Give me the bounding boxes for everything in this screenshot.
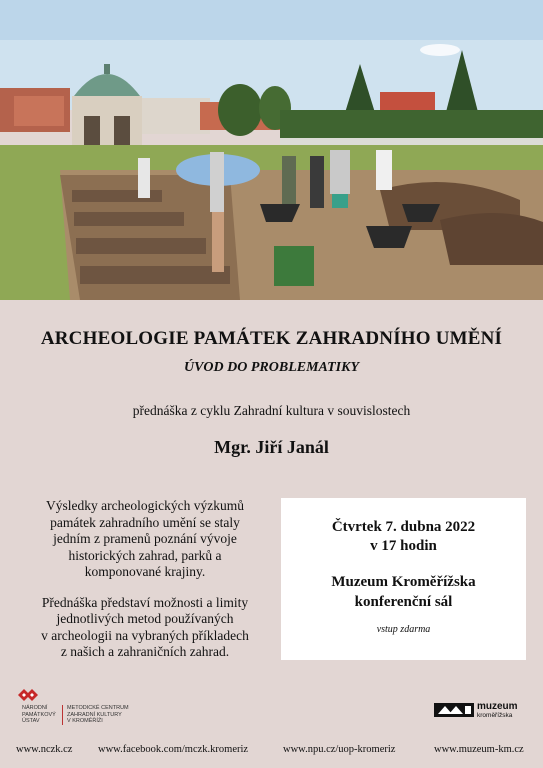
npu-emblem-icon	[16, 687, 40, 703]
speaker-name: Mgr. Jiří Janál	[214, 437, 329, 457]
npu-center-line: ZAHRADNÍ KULTURY	[67, 711, 122, 718]
museum-word: muzeum	[477, 701, 518, 712]
footer-links	[0, 744, 543, 758]
footer-link-museum[interactable]: www.muzeum-km.cz	[434, 744, 524, 755]
event-info-box	[281, 498, 526, 660]
admission-note: vstup zdarma	[376, 624, 431, 635]
footer-link-nczk[interactable]: www.nczk.cz	[16, 744, 73, 755]
venue-name: Muzeum Kroměřížska	[331, 574, 476, 590]
lecture-subtitle: ÚVOD DO PROBLEMATIKY	[183, 360, 360, 375]
lecture-title: ARCHEOLOGIE PAMÁTEK ZAHRADNÍHO UMĚNÍ	[40, 328, 503, 349]
npu-line: PAMÁTKOVÝ	[22, 711, 56, 718]
event-date: Čtvrtek 7. dubna 2022	[331, 519, 476, 535]
footer-link-npu[interactable]: www.npu.cz/uop-kromeriz	[283, 744, 396, 755]
lecture-series: přednáška z cyklu Zahradní kultura v souvislostech	[132, 403, 411, 418]
event-venue	[281, 572, 526, 612]
npu-line: ÚSTAV	[22, 718, 40, 724]
description-line: komponované krajiny.	[84, 564, 206, 579]
excavation-photo	[0, 0, 543, 300]
museum-logo	[434, 703, 534, 723]
description-line: jedním z pramenů poznání vývoje	[53, 531, 237, 546]
npu-center-line: METODICKÉ CENTRUM	[67, 705, 129, 711]
npu-logo	[16, 687, 136, 727]
description-line: z našich a zahraničních zahrad.	[60, 644, 230, 659]
description-line: Přednáška představí možnosti a limity	[41, 594, 249, 610]
description-paragraph-1	[22, 498, 268, 581]
description-paragraph-2	[22, 595, 268, 661]
event-datetime	[281, 518, 526, 556]
npu-name	[22, 705, 56, 725]
description-line: památek zahradního umění se staly	[50, 514, 240, 530]
museum-emblem-icon	[434, 703, 474, 717]
footer-link-facebook[interactable]: www.facebook.com/mczk.kromeriz	[98, 744, 249, 755]
header-photo	[0, 0, 543, 300]
description-line: Výsledky archeologických výzkumů	[46, 498, 244, 513]
venue-room: konferenční sál	[354, 594, 453, 610]
description-line: jednotlivých metod používaných	[56, 611, 234, 626]
description-line: v archeologii na vybraných příkladech	[41, 627, 249, 643]
npu-line: NÁRODNÍ	[22, 705, 48, 711]
event-time: v 17 hodin	[370, 538, 437, 554]
description-line: historických zahrad, parků a	[68, 547, 222, 563]
npu-center-line: V KROMĚŘÍŽI	[67, 718, 103, 724]
npu-center-name	[62, 705, 129, 725]
lecture-description	[22, 498, 268, 675]
museum-subword: kroměřížska	[477, 712, 513, 719]
